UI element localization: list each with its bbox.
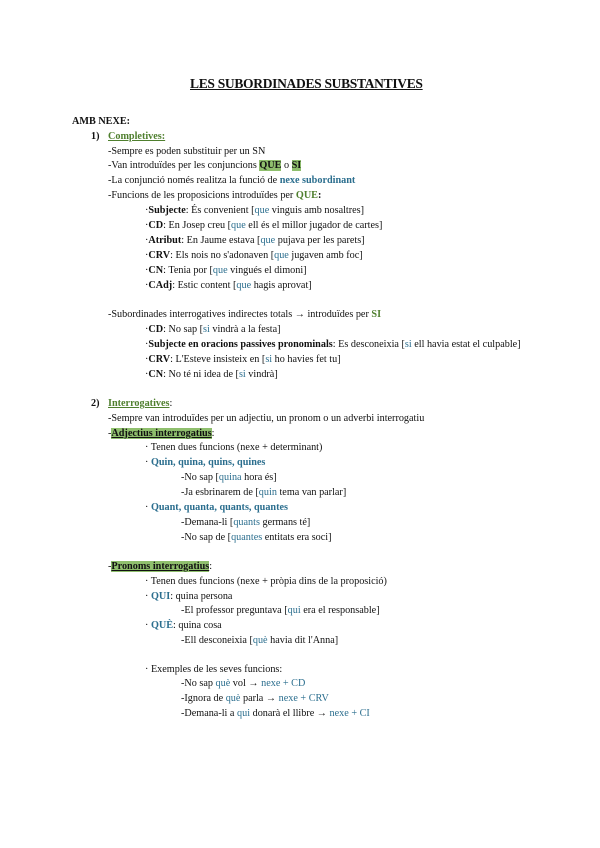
example-line: -Ignora de què parla → nexe + CRV — [181, 693, 329, 704]
subsection-heading: -Pronoms interrogatius: — [108, 561, 213, 572]
term: nexe subordinant — [279, 175, 356, 186]
text-line: -Subordinades interrogatives indirectes totals → introduïdes per SI — [108, 309, 382, 320]
function-item: ·Subjecte: És convenient [que vinguis amb nosaltres] — [145, 205, 365, 216]
function-item: ·CAdj: Estic content [que hagis aprovat] — [145, 280, 312, 291]
function-item: ·CRV: Els nois no s'adonaven [que jugaven amb foc] — [145, 250, 363, 261]
text-line: · Exemples de les seves funcions: — [145, 664, 283, 675]
page-title: LES SUBORDINADES SUBSTANTIVES — [190, 76, 423, 91]
subsection-heading: -Adjectius interrogatius: — [108, 428, 215, 439]
section-heading: Completives: — [108, 131, 166, 142]
section-number: 1) — [91, 131, 100, 142]
example-line: -Ell desconeixia [què havia dit l'Anna] — [181, 635, 339, 646]
text-line: · QUI: quina persona — [145, 591, 233, 602]
function-item: ·CD: No sap [si vindrà a la festa] — [145, 324, 281, 335]
text-line: · Quin, quina, quins, quines — [145, 457, 266, 468]
function-item: ·CN: Tenia por [que vingués el dimoni] — [145, 265, 307, 276]
text-line: -Van introduïdes per les conjuncions QUE o SI — [108, 160, 302, 171]
example-line: -No sap de [quantes entitats era soci] — [181, 532, 332, 543]
text-line: · QUÈ: quina cosa — [145, 620, 222, 631]
highlight: QUE — [259, 160, 282, 171]
text-line: -Sempre es poden substituir per un SN — [108, 146, 266, 157]
text-line: -La conjunció només realitza la funció de nexe subordinant — [108, 175, 356, 186]
section-number: 2) — [91, 398, 100, 409]
function-item: ·Subjecte en oracions passives pronominals: Es desconeixia [si ell havia estat el culpable] — [145, 339, 521, 350]
section-header: AMB NEXE: — [72, 116, 131, 127]
example-line: -El professor preguntava [qui era el responsable] — [181, 605, 380, 616]
function-item: ·CN: No té ni idea de [si vindrà] — [145, 369, 278, 380]
text-line: -Sempre van introduïdes per un adjectiu, un pronom o un adverbi interrogatiu — [108, 413, 425, 424]
term: QUE — [295, 190, 318, 201]
example-line: -Demana-li a qui donarà el llibre → nexe + CI — [181, 708, 370, 719]
text-line: · Quant, quanta, quants, quantes — [145, 502, 288, 513]
example-line: -Ja esbrinarem de [quin tema van parlar] — [181, 487, 347, 498]
example-line: -No sap [quina hora és] — [181, 472, 277, 483]
term: SI — [371, 309, 382, 320]
text-line: -Funcions de les proposicions introduïdes per QUE: — [108, 190, 322, 201]
highlight: SI — [291, 160, 302, 171]
text-line: · Tenen dues funcions (nexe + determinant) — [145, 442, 323, 453]
example-line: -No sap què vol → nexe + CD — [181, 678, 306, 689]
example-line: -Demana-li [quants germans té] — [181, 517, 311, 528]
text-line: · Tenen dues funcions (nexe + pròpia dins de la proposició) — [145, 576, 387, 587]
function-item: ·CD: En Josep creu [que ell és el millor jugador de cartes] — [145, 220, 383, 231]
function-item: ·Atribut: En Jaume estava [que pujava per les parets] — [145, 235, 365, 246]
function-item: ·CRV: L'Esteve insisteix en [si ho havies fet tu] — [145, 354, 341, 365]
section-heading: Interrogatives: — [108, 398, 173, 409]
